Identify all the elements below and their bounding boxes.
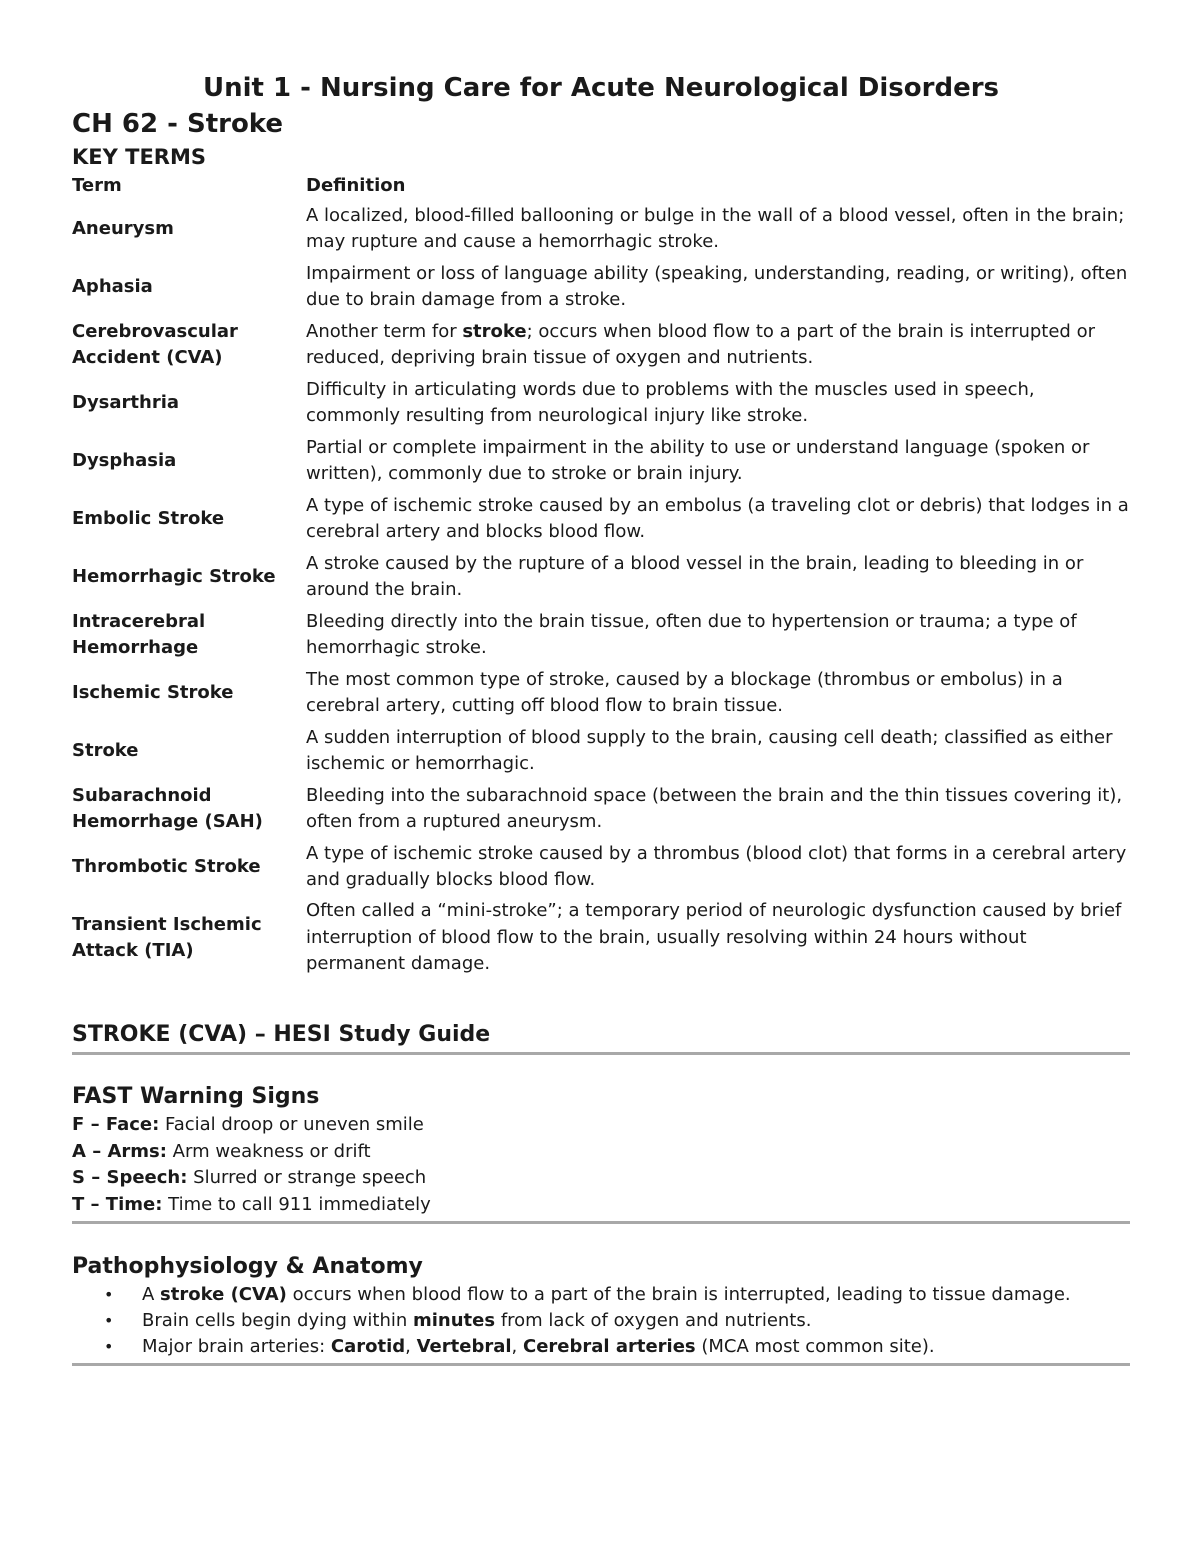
bullet-text: occurs when blood flow to a part of the brain is interrupted, leading to tissue damage. <box>286 1284 1071 1305</box>
bullet-text: A <box>142 1284 161 1305</box>
key-terms-heading: KEY TERMS <box>72 145 206 169</box>
table-row <box>72 722 1130 780</box>
patho-section-title: Pathophysiology & Anatomy <box>72 1254 423 1279</box>
bullet-icon: • <box>104 1337 114 1356</box>
bullet-icon: • <box>104 1311 114 1330</box>
bold-text: Vertebral <box>416 1336 512 1357</box>
fast-warning-list <box>72 1112 1130 1218</box>
term-cell: Subarachnoid Hemorrhage (SAH) <box>72 784 263 832</box>
patho-bullet-list <box>72 1282 1130 1360</box>
fast-item <box>72 1139 1130 1166</box>
definition-cell <box>306 316 1130 374</box>
table-row <box>72 606 1130 664</box>
fast-item <box>72 1112 1130 1139</box>
table-row <box>72 200 1130 258</box>
definition-text: A type of ischemic stroke caused by a thrombus (blood clot) that forms in a cerebral artery and gradually blocks blood flow. <box>306 842 1127 890</box>
definition-column-header: Definition <box>306 175 406 196</box>
section-divider <box>72 1363 1130 1366</box>
definition-text: Difficulty in articulating words due to problems with the muscles used in speech, commonly resulting from neurological injury like stroke. <box>306 378 1035 426</box>
bullet-text: from lack of oxygen and nutrients. <box>495 1310 812 1331</box>
definition-text: A stroke caused by the rupture of a blood vessel in the brain, leading to bleeding in or around the brain. <box>306 552 1084 600</box>
definition-text: A type of ischemic stroke caused by an embolus (a traveling clot or debris) that lodges in a cerebral artery and blocks blood flow. <box>306 494 1129 542</box>
term-cell: Embolic Stroke <box>72 507 225 529</box>
table-row <box>72 316 1130 374</box>
table-row <box>72 896 1130 980</box>
definition-text: Partial or complete impairment in the ability to use or understand language (spoken or written), commonly due to stroke or brain injury. <box>306 436 1090 484</box>
fast-item <box>72 1192 1130 1219</box>
table-row <box>72 838 1130 896</box>
definition-text: ; occurs when blood flow to a part of the brain is interrupted or reduced, depriving brain tissue of oxygen and nutrients. <box>306 320 1095 368</box>
definition-cell <box>306 722 1130 780</box>
bold-text: stroke (CVA) <box>160 1284 287 1305</box>
document-title: Unit 1 - Nursing Care for Acute Neurological Disorders <box>203 73 999 103</box>
term-cell: Aphasia <box>72 275 153 297</box>
list-item <box>72 1308 1130 1334</box>
term-cell: Stroke <box>72 739 139 761</box>
definition-text: Bleeding directly into the brain tissue, often due to hypertension or trauma; a type of hemorrhagic stroke. <box>306 610 1077 658</box>
table-row <box>72 490 1130 548</box>
table-row <box>72 548 1130 606</box>
fast-item-text: Arm weakness or drift <box>166 1140 371 1162</box>
bold-text: stroke <box>462 320 527 342</box>
definition-cell <box>306 258 1130 316</box>
fast-item-label: T – Time: <box>72 1193 163 1215</box>
table-row <box>72 374 1130 432</box>
fast-item-label: S – Speech: <box>72 1167 188 1188</box>
definition-cell <box>306 490 1130 548</box>
table-row <box>72 780 1130 838</box>
definition-cell <box>306 896 1130 980</box>
definition-text: Often called a “mini-stroke”; a temporary period of neurologic dysfunction caused by brief interruption of blood flow to the brain, usually resolving within 24 hours without permanent damage. <box>306 900 1122 975</box>
definition-text: Impairment or loss of language ability (speaking, understanding, reading, or writing), often due to brain damage from a stroke. <box>306 262 1128 310</box>
list-item <box>72 1334 1130 1360</box>
table-row <box>72 664 1130 722</box>
bullet-icon: • <box>104 1285 114 1304</box>
term-cell: Hemorrhagic Stroke <box>72 565 276 587</box>
definition-cell <box>306 200 1130 258</box>
term-cell: Intracerebral Hemorrhage <box>72 610 206 658</box>
table-row <box>72 432 1130 490</box>
definition-cell <box>306 664 1130 722</box>
bold-text: minutes <box>413 1310 496 1331</box>
bullet-text: Brain cells begin dying within <box>142 1310 413 1331</box>
chapter-title: CH 62 - Stroke <box>72 109 284 139</box>
term-cell: Dysarthria <box>72 391 180 413</box>
bullet-text: (MCA most common site). <box>695 1336 935 1357</box>
fast-item-label: A – Arms: <box>72 1140 167 1162</box>
fast-item <box>72 1165 1130 1192</box>
fast-item-text: Facial droop or uneven smile <box>159 1114 424 1135</box>
definition-text: Bleeding into the subarachnoid space (between the brain and the thin tissues covering it), often from a ruptured aneurysm. <box>306 784 1123 832</box>
bullet-text: Major brain arteries: <box>142 1336 331 1357</box>
term-cell: Ischemic Stroke <box>72 681 234 703</box>
definition-cell <box>306 374 1130 432</box>
bullet-text: , <box>405 1336 417 1357</box>
bullet-text: , <box>511 1336 523 1357</box>
bold-text: Cerebral arteries <box>522 1336 696 1357</box>
fast-item-text: Slurred or strange speech <box>187 1167 427 1188</box>
definition-cell <box>306 548 1130 606</box>
bold-text: Carotid <box>330 1336 406 1357</box>
table-row <box>72 258 1130 316</box>
table-header-row <box>72 172 1130 200</box>
key-terms-table <box>72 172 1130 980</box>
fast-item-text: Time to call 911 immediately <box>162 1193 431 1215</box>
definition-text: A sudden interruption of blood supply to the brain, causing cell death; classified as either ischemic or hemorrhagic. <box>306 726 1113 774</box>
term-cell: Cerebrovascular Accident (CVA) <box>72 320 238 368</box>
list-item <box>72 1282 1130 1308</box>
fast-item-label: F – Face: <box>72 1114 160 1135</box>
definition-text: The most common type of stroke, caused by a blockage (thrombus or embolus) in a cerebral artery, cutting off blood flow to brain tissue. <box>306 668 1063 716</box>
term-cell: Aneurysm <box>72 217 174 239</box>
definition-cell <box>306 432 1130 490</box>
term-column-header: Term <box>72 175 122 196</box>
study-guide-title: STROKE (CVA) – HESI Study Guide <box>72 1022 491 1047</box>
term-cell: Dysphasia <box>72 449 177 471</box>
definition-cell <box>306 780 1130 838</box>
document-content <box>72 70 1130 1366</box>
term-cell: Thrombotic Stroke <box>72 855 261 877</box>
definition-cell <box>306 606 1130 664</box>
fast-section-title: FAST Warning Signs <box>72 1084 320 1109</box>
key-terms-table-body <box>72 200 1130 980</box>
term-cell: Transient Ischemic Attack (TIA) <box>72 913 262 961</box>
definition-cell <box>306 838 1130 896</box>
definition-text: Another term for <box>306 320 463 342</box>
definition-text: A localized, blood-filled ballooning or bulge in the wall of a blood vessel, often in the brain; may rupture and cause a hemorrhagic stroke. <box>306 204 1125 252</box>
